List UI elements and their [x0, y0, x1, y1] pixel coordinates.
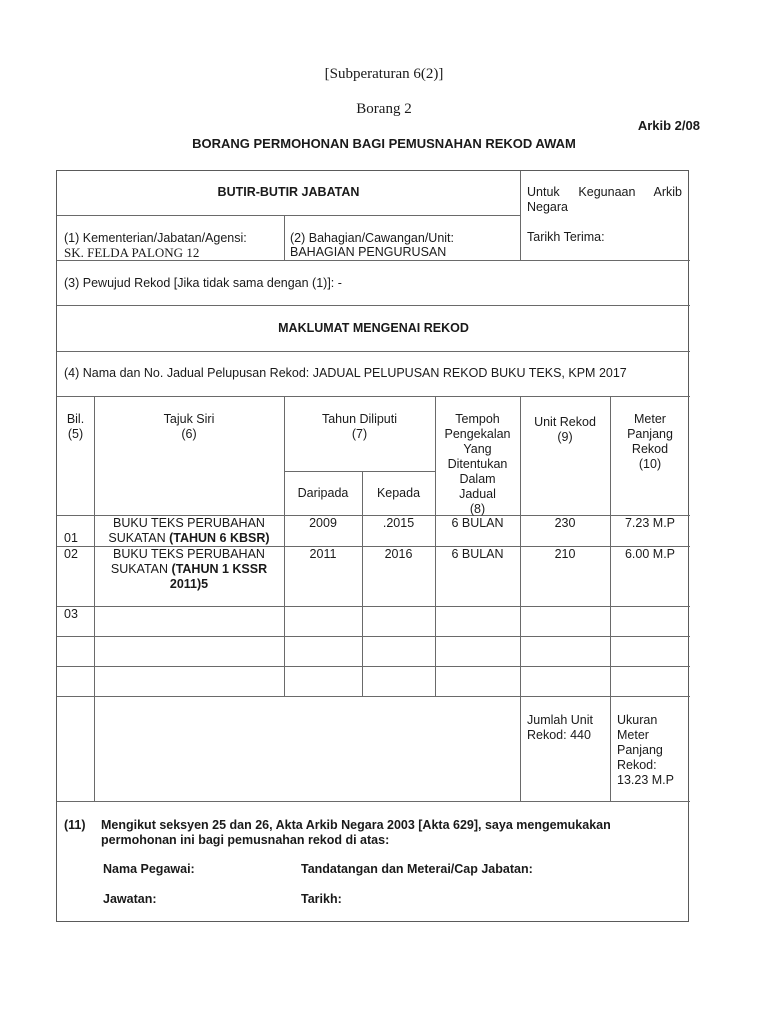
tandatangan-label: Tandatangan dan Meterai/Cap Jabatan: [301, 862, 533, 876]
col-unit-label: Unit Rekod [534, 415, 596, 429]
col-daripada-header: Daripada [297, 486, 349, 500]
akuan-number: (11) [64, 818, 86, 832]
row-kepada: 2016 [384, 547, 413, 561]
row-meter: 7.23 M.P [624, 516, 676, 530]
maklumat-rekod-heading: MAKLUMAT MENGENAI REKOD [278, 321, 469, 335]
col-meter-header [610, 412, 690, 472]
col-bil-header [57, 412, 94, 442]
row-tajuk-text: SUKATAN [108, 531, 170, 545]
col-tahun-label: Tahun Diliputi [321, 412, 398, 426]
col-meter-line: Meter [634, 412, 666, 426]
form-title: BORANG PERMOHONAN BAGI PEMUSNAHAN REKOD AWAM [192, 136, 576, 151]
row-daripada: 2009 [309, 516, 337, 530]
ukuran-line: Panjang [617, 743, 663, 757]
row-meter: 6.00 M.P [624, 547, 676, 561]
col-tempoh-line: Yang [463, 442, 492, 456]
row-tajuk-line [94, 531, 284, 546]
row-bil: 01 [64, 531, 78, 545]
row-tajuk [94, 516, 284, 546]
nama-pegawai-label: Nama Pegawai: [103, 862, 195, 876]
divider [57, 305, 690, 306]
col-tahun-num: (7) [351, 427, 368, 441]
col-tempoh-line: Jadual [459, 487, 496, 501]
col-unit-header [520, 415, 610, 445]
ukuran-line: Rekod: [617, 758, 657, 772]
col-tempoh-line: Pengekalan [444, 427, 511, 441]
divider [94, 396, 95, 801]
col-meter-line: Panjang [627, 427, 673, 441]
col-tajuk-header [94, 412, 284, 442]
divider [362, 471, 363, 696]
akuan-text [101, 818, 611, 848]
divider [57, 801, 690, 802]
col-meter-line: Rekod [631, 442, 669, 456]
ukuran-line: 13.23 M.P [617, 773, 674, 787]
divider [284, 215, 285, 260]
divider [57, 215, 520, 216]
jumlah-unit-rekod [527, 713, 593, 743]
divider [57, 260, 690, 261]
row-tajuk-line: BUKU TEKS PERUBAHAN [113, 547, 265, 561]
col-tahun-header [284, 412, 435, 442]
col-bil-num: (5) [67, 427, 84, 441]
col-tajuk-label: Tajuk Siri [163, 412, 215, 426]
divider [520, 171, 521, 260]
col-tempoh-line: Dalam [459, 472, 496, 486]
kegunaan-arkib-text: Untuk Kegunaan Arkib Negara [527, 185, 682, 214]
row-tajuk-line [94, 562, 284, 577]
divider [284, 471, 435, 472]
ukuran-line: Meter [617, 728, 649, 742]
jawatan-label: Jawatan: [103, 892, 157, 906]
ukuran-line: Ukuran [617, 713, 658, 727]
row-daripada: 2011 [309, 547, 337, 561]
col-tempoh-line: Tempoh [455, 412, 500, 426]
row-tempoh: 6 BULAN [451, 547, 504, 561]
row-tajuk-text: SUKATAN [110, 562, 172, 576]
divider [57, 606, 690, 607]
divider [57, 696, 690, 697]
col-kepada-header: Kepada [376, 486, 421, 500]
jumlah-unit-line: Rekod: 440 [527, 728, 591, 742]
col-tajuk-num: (6) [181, 427, 197, 441]
row-tempoh: 6 BULAN [451, 516, 504, 530]
kementerian-label: (1) Kementerian/Jabatan/Agensi: [64, 231, 247, 245]
arkib-code: Arkib 2/08 [637, 118, 700, 133]
row-unit: 230 [554, 516, 576, 530]
form-table [56, 170, 689, 922]
pewujud-rekod-label: (3) Pewujud Rekod [Jika tidak sama dengan (1)]: - [64, 276, 342, 290]
akuan-line: permohonan ini bagi pemusnahan rekod di atas: [101, 833, 390, 847]
kementerian-value: SK. FELDA PALONG 12 [64, 245, 200, 260]
akuan-line: Mengikut seksyen 25 dan 26, Akta Arkib Negara 2003 [Akta 629], saya mengemukakan [101, 818, 611, 832]
tarikh-terima-label: Tarikh Terima: [527, 230, 605, 244]
subperaturan-label: [Subperaturan 6(2)] [324, 66, 444, 82]
col-bil-label: Bil. [66, 412, 85, 426]
row-bil: 03 [64, 607, 78, 621]
divider [57, 636, 690, 637]
row-tajuk-line: 2011)5 [169, 577, 209, 591]
row-tajuk-bold: (TAHUN 1 KSSR [171, 562, 268, 576]
row-tajuk [94, 547, 284, 592]
row-kepada: .2015 [382, 516, 415, 530]
ukuran-meter-rekod [617, 713, 674, 788]
row-unit: 210 [554, 547, 576, 561]
divider [57, 666, 690, 667]
jadual-pelupusan-label: (4) Nama dan No. Jadual Pelupusan Rekod: JADUAL PELUPUSAN REKOD BUKU TEKS, KPM 2017 [64, 366, 627, 380]
divider [57, 396, 690, 397]
col-tempoh-line: (8) [469, 502, 486, 516]
bahagian-value: BAHAGIAN PENGURUSAN [290, 245, 447, 259]
borang-label: Borang 2 [356, 101, 412, 117]
row-tajuk-line: BUKU TEKS PERUBAHAN [113, 516, 265, 530]
kegunaan-arkib-label [527, 185, 682, 215]
bahagian-label: (2) Bahagian/Cawangan/Unit: [290, 231, 454, 245]
row-bil: 02 [64, 547, 78, 561]
butir-jabatan-heading: BUTIR-BUTIR JABATAN [217, 185, 360, 199]
divider [57, 351, 690, 352]
col-unit-num: (9) [557, 430, 573, 444]
tarikh-label: Tarikh: [301, 892, 342, 906]
jumlah-unit-line: Jumlah Unit [527, 713, 593, 727]
col-tempoh-line: Ditentukan [447, 457, 508, 471]
col-tempoh-header [435, 412, 520, 517]
col-meter-line: (10) [638, 457, 662, 471]
row-tajuk-bold: (TAHUN 6 KBSR) [169, 531, 270, 545]
divider [520, 396, 521, 801]
